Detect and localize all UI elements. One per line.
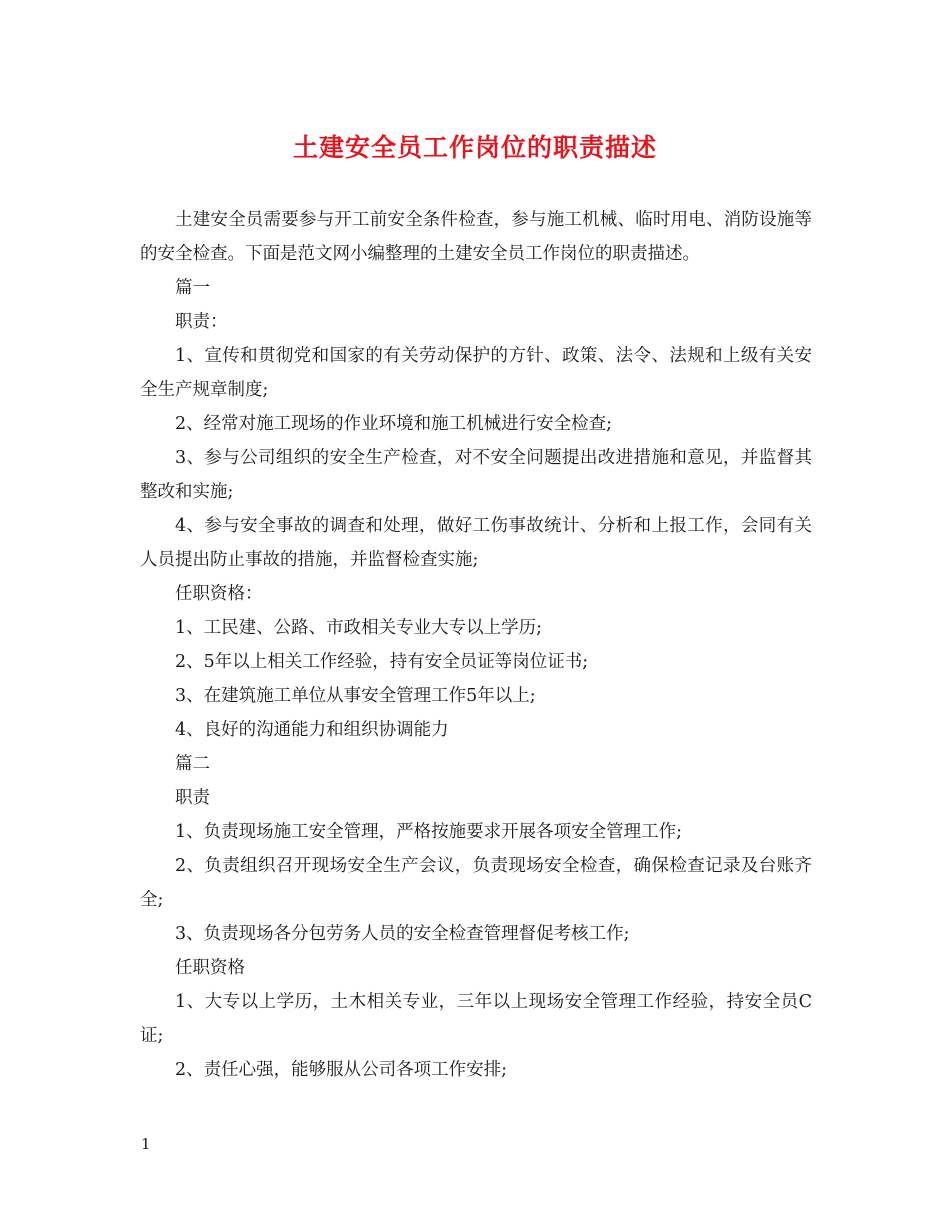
list-item: 3、在建筑施工单位从事安全管理工作5年以上; bbox=[175, 686, 536, 706]
list-item: 1、负责现场施工安全管理，严格按施要求开展各项安全管理工作; bbox=[175, 822, 683, 842]
paragraph-intro: 土建安全员需要参与开工前安全条件检查，参与施工机械、临时用电、消防设施等的安全检查。下面是范文网小编整理的土建安全员工作岗位的职责描述。 bbox=[140, 210, 812, 264]
list-item: 4、参与安全事故的调查和处理，做好工伤事故统计、分析和上报工作，会同有关人员提出防止事故的措施，并监督检查实施; bbox=[140, 516, 812, 570]
document-title: 土建安全员工作岗位的职责描述 bbox=[292, 133, 657, 162]
list-item: 2、经常对施工现场的作业环境和施工机械进行安全检查; bbox=[175, 414, 613, 434]
list-item: 2、5年以上相关工作经验，持有安全员证等岗位证书; bbox=[175, 652, 589, 672]
list-item: 3、负责现场各分包劳务人员的安全检查管理督促考核工作; bbox=[175, 924, 630, 944]
list-item: 2、责任心强，能够服从公司各项工作安排; bbox=[175, 1060, 508, 1080]
list-item: 4、良好的沟通能力和组织协调能力 bbox=[175, 720, 449, 740]
section-heading-part-two: 篇二 bbox=[175, 754, 210, 774]
subheading-duties: 职责： bbox=[175, 312, 228, 332]
list-item: 2、负责组织召开现场安全生产会议，负责现场安全检查，确保检查记录及台账齐全; bbox=[140, 856, 812, 910]
list-item: 1、宣传和贯彻党和国家的有关劳动保护的方针、政策、法令、法规和上级有关安全生产规章制度; bbox=[140, 346, 812, 400]
page-number: 1 bbox=[141, 1135, 151, 1153]
subheading-qualifications: 任职资格： bbox=[175, 584, 263, 604]
section-heading-part-one: 篇一 bbox=[175, 278, 210, 298]
list-item: 1、工民建、公路、市政相关专业大专以上学历; bbox=[175, 618, 543, 638]
list-item: 3、参与公司组织的安全生产检查，对不安全问题提出改进措施和意见，并监督其整改和实施; bbox=[140, 448, 812, 502]
list-item: 1、大专以上学历，土木相关专业，三年以上现场安全管理工作经验，持安全员C证; bbox=[140, 992, 812, 1046]
document-body bbox=[140, 203, 812, 1087]
subheading-duties: 职责 bbox=[175, 788, 210, 808]
subheading-qualifications: 任职资格 bbox=[175, 958, 245, 978]
